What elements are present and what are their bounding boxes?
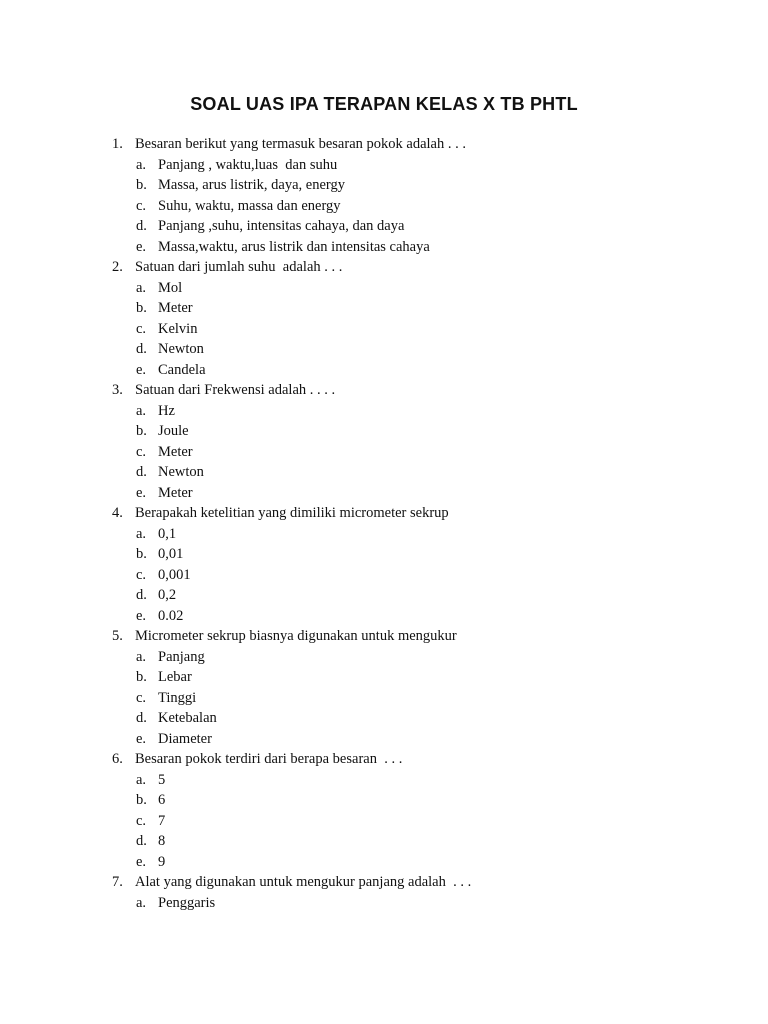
answer-option — [0, 852, 768, 873]
answer-option — [0, 606, 768, 627]
option-letter: d. — [136, 464, 147, 480]
option-letter: d. — [136, 833, 147, 849]
option-letter: b. — [136, 546, 147, 562]
option-text: 7 — [158, 812, 166, 829]
option-letter: a. — [136, 525, 147, 542]
answer-option — [0, 237, 768, 258]
question-item — [0, 626, 768, 647]
answer-option — [0, 298, 768, 319]
question-number: 4. — [112, 505, 123, 521]
option-text: Panjang — [158, 648, 205, 665]
answer-option — [0, 155, 768, 176]
option-letter: e. — [136, 730, 147, 747]
option-letter: c. — [136, 197, 147, 214]
answer-option — [0, 831, 768, 852]
question-item — [0, 257, 768, 278]
question-number: 2. — [112, 259, 123, 275]
answer-option — [0, 462, 768, 483]
option-text: Panjang ,suhu, intensitas cahaya, dan daya — [158, 218, 405, 234]
option-text: 8 — [158, 833, 166, 849]
option-text: Massa,waktu, arus listrik dan intensitas cahaya — [158, 238, 430, 255]
question-text: Satuan dari jumlah suhu adalah . . . — [135, 259, 343, 275]
option-text: 0.02 — [158, 607, 184, 624]
question-number: 7. — [112, 874, 123, 890]
option-text: Ketebalan — [158, 710, 217, 726]
option-letter: b. — [136, 423, 147, 439]
answer-option — [0, 216, 768, 237]
option-letter: c. — [136, 812, 147, 829]
option-text: Tinggi — [158, 689, 197, 706]
answer-option — [0, 196, 768, 217]
answer-option — [0, 729, 768, 750]
option-text: Hz — [158, 402, 175, 419]
option-letter: d. — [136, 710, 147, 726]
option-text: 9 — [158, 853, 166, 870]
option-text: Massa, arus listrik, daya, energy — [158, 177, 345, 193]
option-letter: e. — [136, 238, 147, 255]
option-text: 0,01 — [158, 546, 184, 562]
answer-option — [0, 401, 768, 422]
answer-option — [0, 421, 768, 442]
option-text: 5 — [158, 771, 166, 788]
question-text: Besaran berikut yang termasuk besaran pokok adalah . . . — [135, 136, 466, 152]
option-letter: c. — [136, 566, 147, 583]
option-letter: c. — [136, 689, 147, 706]
answer-option — [0, 175, 768, 196]
question-list — [0, 134, 768, 913]
option-letter: a. — [136, 894, 147, 911]
option-letter: c. — [136, 443, 147, 460]
question-item — [0, 749, 768, 770]
option-text: Panjang , waktu,luas dan suhu — [158, 156, 338, 173]
option-text: Joule — [158, 423, 189, 439]
document-title: SOAL UAS IPA TERAPAN KELAS X TB PHTL — [190, 94, 578, 114]
question-number: 6. — [112, 751, 123, 767]
option-letter: d. — [136, 587, 147, 603]
answer-option — [0, 708, 768, 729]
answer-option — [0, 544, 768, 565]
question-text: Berapakah ketelitian yang dimiliki micrometer sekrup — [135, 505, 449, 521]
option-letter: a. — [136, 648, 147, 665]
option-text: Lebar — [158, 669, 192, 685]
question-item — [0, 380, 768, 401]
option-text: 0,1 — [158, 525, 177, 542]
option-text: 6 — [158, 792, 166, 808]
answer-option — [0, 524, 768, 545]
answer-option — [0, 790, 768, 811]
question-text: Satuan dari Frekwensi adalah . . . . — [135, 382, 336, 398]
option-text: Suhu, waktu, massa dan energy — [158, 197, 341, 214]
option-letter: a. — [136, 156, 147, 173]
question-item — [0, 503, 768, 524]
option-letter: b. — [136, 300, 147, 316]
option-text: Newton — [158, 464, 204, 480]
option-text: 0,2 — [158, 587, 177, 603]
option-letter: d. — [136, 341, 147, 357]
question-number: 1. — [112, 136, 123, 152]
option-letter: c. — [136, 320, 147, 337]
option-letter: b. — [136, 177, 147, 193]
answer-option — [0, 770, 768, 791]
option-text: Candela — [158, 361, 206, 378]
question-number: 5. — [112, 628, 123, 644]
option-letter: d. — [136, 218, 147, 234]
option-letter: e. — [136, 361, 147, 378]
option-text: Penggaris — [158, 894, 216, 911]
question-item — [0, 872, 768, 893]
question-item — [0, 134, 768, 155]
option-letter: b. — [136, 669, 147, 685]
answer-option — [0, 688, 768, 709]
answer-option — [0, 667, 768, 688]
option-letter: a. — [136, 402, 147, 419]
answer-option — [0, 565, 768, 586]
option-text: 0,001 — [158, 566, 191, 583]
option-text: Newton — [158, 341, 204, 357]
option-letter: e. — [136, 853, 147, 870]
answer-option — [0, 893, 768, 914]
question-text: Micrometer sekrup biasnya digunakan untuk mengukur — [135, 628, 457, 644]
option-text: Meter — [158, 443, 193, 460]
option-text: Diameter — [158, 730, 212, 747]
answer-option — [0, 442, 768, 463]
answer-option — [0, 319, 768, 340]
answer-option — [0, 278, 768, 299]
option-text: Mol — [158, 279, 183, 296]
option-letter: a. — [136, 771, 147, 788]
answer-option — [0, 360, 768, 381]
option-text: Kelvin — [158, 320, 198, 337]
answer-option — [0, 585, 768, 606]
question-text: Alat yang digunakan untuk mengukur panjang adalah . . . — [135, 874, 472, 890]
option-letter: e. — [136, 607, 147, 624]
option-text: Meter — [158, 484, 193, 501]
answer-option — [0, 811, 768, 832]
answer-option — [0, 483, 768, 504]
answer-option — [0, 647, 768, 668]
option-letter: a. — [136, 279, 147, 296]
option-text: Meter — [158, 300, 193, 316]
option-letter: e. — [136, 484, 147, 501]
option-letter: b. — [136, 792, 147, 808]
answer-option — [0, 339, 768, 360]
question-text: Besaran pokok terdiri dari berapa besaran . . . — [135, 751, 403, 767]
question-number: 3. — [112, 382, 123, 398]
